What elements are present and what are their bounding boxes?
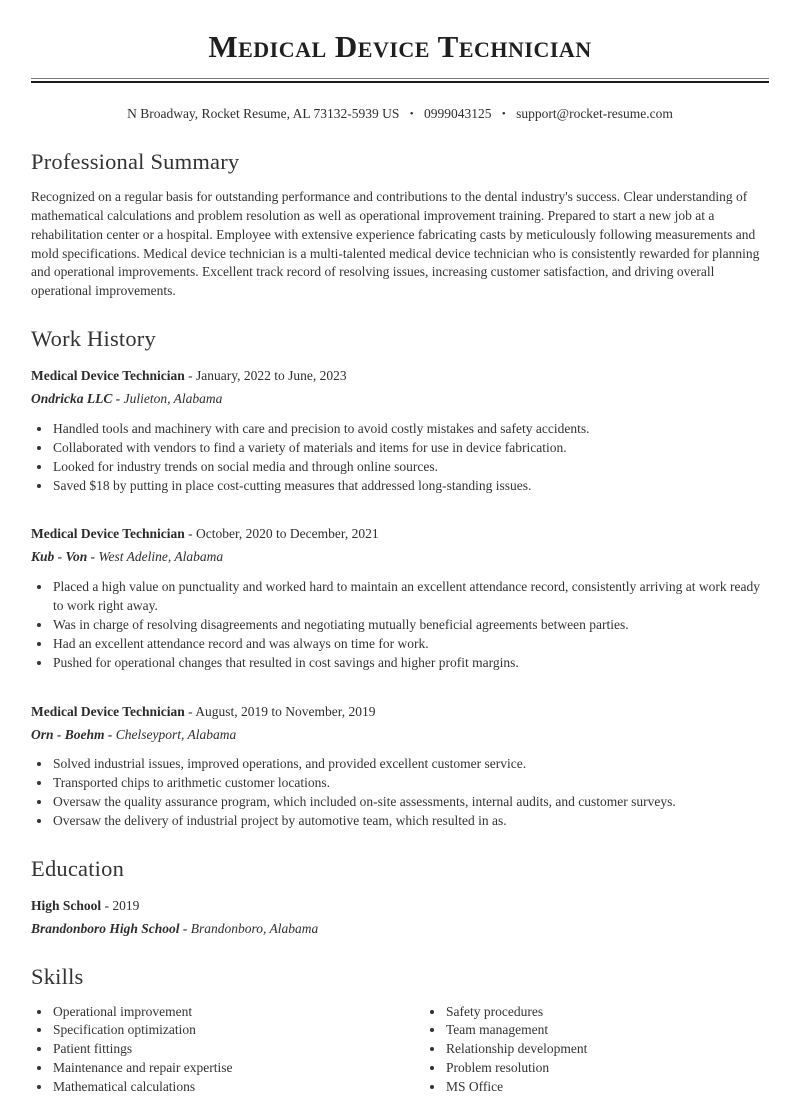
skill-item: • Patient fittings (52, 1040, 424, 1059)
section-skills (31, 964, 769, 1097)
dash-separator: - (188, 368, 193, 384)
job-bullet: • Was in charge of resolving disagreements and negotiating mutually beneficial agreements between parties. (52, 616, 769, 635)
job-entry (31, 525, 769, 672)
job-bullet: • Placed a high value on punctuality and worked hard to maintain an excellent attendance record, consistently arriving at work ready to work right away. (52, 578, 769, 616)
job-dates: January, 2022 to June, 2023 (195, 368, 347, 384)
job-company-line (31, 548, 769, 567)
dash-separator: - (188, 526, 193, 542)
job-bullet: • Oversaw the delivery of industrial project by automotive team, which resulted in as. (52, 812, 769, 831)
job-bullet: • Solved industrial issues, improved operations, and provided excellent customer service. (52, 755, 769, 774)
job-title: Medical Device Technician (31, 368, 185, 384)
section-professional-summary (31, 149, 769, 301)
skills-list-left (31, 1003, 424, 1097)
dash-separator: - (115, 390, 121, 406)
job-location: Julieton, Alabama (123, 390, 223, 406)
job-title: Medical Device Technician (31, 703, 185, 719)
section-education (31, 856, 769, 939)
job-bullet: • Had an excellent attendance record and was always on time for work. (52, 635, 769, 654)
resume-header (31, 30, 769, 124)
job-bullet-list (31, 420, 769, 496)
job-bullet: • Oversaw the quality assurance program, which included on-site assessments, internal audits, and customer surveys. (52, 793, 769, 812)
skill-item: • Relationship development (445, 1040, 769, 1059)
summary-heading: Professional Summary (31, 148, 240, 174)
job-location: Chelseyport, Alabama (115, 726, 237, 742)
contact-email: support@rocket-resume.com (516, 106, 673, 122)
job-title: Medical Device Technician (31, 526, 185, 542)
company-name: Orn - Boehm (31, 726, 105, 742)
job-bullet-list (31, 578, 769, 672)
job-bullet: • Looked for industry trends on social media and through online sources. (52, 458, 769, 477)
company-name: Ondricka LLC (31, 390, 113, 406)
dash-separator: - (104, 897, 110, 913)
skill-item: • Maintenance and repair expertise (52, 1059, 424, 1078)
education-location: Brandonboro, Alabama (190, 920, 319, 936)
skill-item: • Operational improvement (52, 1003, 424, 1022)
skill-item: • Problem resolution (445, 1059, 769, 1078)
job-dates: August, 2019 to November, 2019 (195, 703, 376, 719)
contact-address: N Broadway, Rocket Resume, AL 73132-5939 US (127, 106, 400, 122)
header-divider (31, 78, 769, 83)
job-company-line (31, 726, 769, 745)
skills-heading: Skills (31, 963, 84, 989)
company-name: Kub - Von (31, 549, 88, 565)
section-work-history (31, 326, 769, 831)
dash-separator: - (182, 920, 188, 936)
education-degree-line (31, 897, 769, 916)
job-dates: October, 2020 to December, 2021 (195, 526, 379, 542)
job-title-line (31, 703, 769, 722)
contact-separator-icon: • (501, 108, 506, 121)
education-year: 2019 (112, 897, 140, 913)
job-location: West Adeline, Alabama (98, 549, 224, 565)
education-school: Brandonboro High School (31, 920, 180, 936)
contact-separator-icon: • (409, 108, 414, 121)
skill-item: • Safety procedures (445, 1003, 769, 1022)
education-heading: Education (31, 856, 125, 881)
education-degree: High School (31, 897, 102, 913)
job-entry (31, 703, 769, 831)
skill-item: • MS Office (445, 1078, 769, 1097)
education-school-line (31, 920, 769, 939)
job-bullet: • Collaborated with vendors to find a variety of materials and items for use in device fabrication. (52, 439, 769, 458)
job-bullet-list (31, 755, 769, 831)
skill-item: • Mathematical calculations (52, 1078, 424, 1097)
dash-separator: - (90, 549, 96, 565)
dash-separator: - (188, 703, 193, 719)
job-bullet: • Pushed for operational changes that resulted in cost savings and higher profit margins. (52, 654, 769, 673)
job-bullet: • Transported chips to arithmetic customer locations. (52, 774, 769, 793)
page-title: Medical Device Technician (208, 29, 592, 64)
job-title-line (31, 525, 769, 544)
skill-item: • Specification optimization (52, 1021, 424, 1040)
work-history-heading: Work History (31, 326, 156, 352)
dash-separator: - (107, 726, 113, 742)
education-entry (31, 897, 769, 939)
skills-list-right (424, 1003, 769, 1097)
job-title-line (31, 367, 769, 386)
skill-item: • Team management (445, 1021, 769, 1040)
job-company-line (31, 390, 769, 409)
summary-text: Recognized on a regular basis for outstanding performance and contributions to the dental industry's success. Clear understanding of mathematical calculations and problem resolution as well as operational improvement training. Prepared to start a new job at a rehabilitation center or a hospital. Employee with extensive experience fabricating casts by meticulously following measurements and mold specifications. Medical device technician is a multi-talented medical device technician who is consistently rewarded for planning and operational improvements. Excellent track record of resolving issues, increasing customer satisfaction, and driving overall operational improvements. (31, 188, 760, 299)
contact-phone: 0999043125 (424, 106, 492, 122)
job-entry (31, 367, 769, 495)
contact-line (31, 105, 769, 124)
job-bullet: • Saved $18 by putting in place cost-cutting measures that addressed long-standing issues. (52, 477, 769, 496)
resume-document (0, 29, 800, 1095)
job-bullet: • Handled tools and machinery with care and precision to avoid costly mistakes and safety accidents. (52, 420, 769, 439)
skills-columns (31, 1003, 769, 1097)
